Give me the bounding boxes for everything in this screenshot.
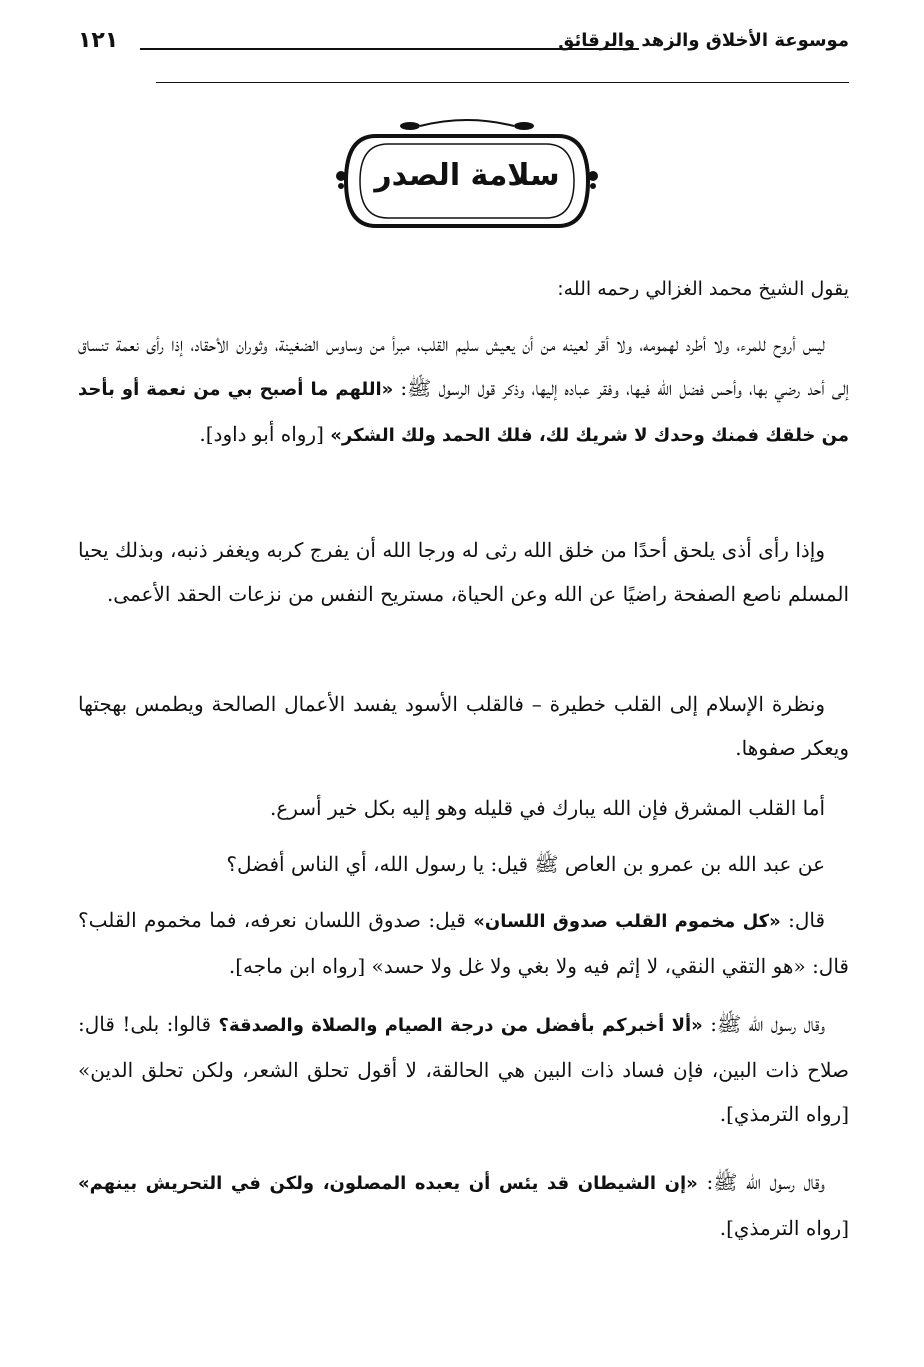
paragraph-text: وإذا رأى أذى يلحق أحدًا من خلق الله رثى له ورجا الله أن يفرج كربه ويغفر ذنبه، وبذلك يحيا المسلم ناصع الصفحة راضيًا عن الله وعن الحياة، مستريح النفس من نزعات الحقد الأعمى.: [78, 538, 849, 606]
citation: قيل: صدوق اللسان نعرفه، فما مخموم القلب؟ قال: «هو التقي النقي، لا إثم فيه ولا بغي ولا غل ولا حسد» [رواه ابن ماجه].: [78, 908, 849, 978]
citation: [رواه أبو داود].: [199, 422, 331, 446]
hadith-quote: «إن الشيطان قد يئس أن يعبده المصلون، ولكن في التحريش بينهم»: [78, 1173, 698, 1194]
hadith-quote: «كل مخموم القلب صدوق اللسان»: [473, 911, 781, 932]
paragraph-8: [78, 1160, 849, 1250]
paragraph-7: [78, 1002, 849, 1136]
paragraph-5: [78, 842, 849, 886]
citation: قالوا: بلى! قال: صلاح ذات البين، فإن فساد ذات البين هي الحالقة، لا أقول تحلق الشعر، ولكن تحلق الدين» [رواه الترمذي].: [78, 1012, 849, 1126]
paragraph-text: وقال رسول الله ﷺ:: [697, 1170, 825, 1194]
paragraph-text: عن عبد الله بن عمرو بن العاص ﷺ قيل: يا رسول الله، أي الناس أفضل؟: [226, 852, 825, 876]
paragraph-3: [78, 682, 849, 770]
header-underline: [156, 82, 849, 83]
paragraph-text: ليس أروح للمرء، ولا أطرد لهمومه، ولا أقر لعينه من أن يعيش سليم القلب، مبرأ من وساوس الضغينة، وثوران الأحقاد، إذا رأى نعمة تنساق إلى أحد رضي بها، وأحس فضل الله فيها، وفقر عباده إليها، وذكر قول الرسول ﷺ:: [78, 332, 849, 400]
hadith-quote: «اللهم ما أصبح بي من نعمة أو بأحد من خلقك فمنك وحدك لا شريك لك، فلك الحمد ولك الشكر»: [78, 379, 849, 446]
paragraph-1: [78, 322, 849, 458]
paragraph-4: [78, 786, 849, 830]
chapter-title: سلامة الصدر: [374, 158, 560, 193]
intro-line: يقول الشيخ محمد الغزالي رحمه الله:: [557, 278, 849, 300]
hadith-quote: «ألا أخبركم بأفضل من درجة الصيام والصلاة والصدقة؟: [218, 1015, 703, 1036]
citation: [رواه الترمذي].: [719, 1216, 849, 1240]
paragraph-text: أما القلب المشرق فإن الله يبارك في قليله وهو إليه بكل خير أسرع.: [269, 796, 825, 820]
paragraph-2: [78, 528, 849, 616]
page-number: ١٢١: [78, 28, 119, 53]
paragraph-text: ونظرة الإسلام إلى القلب خطيرة – فالقلب الأسود يفسد الأعمال الصالحة ويطمس بهجتها ويعكر صفوها.: [78, 692, 849, 760]
page-header: [78, 24, 849, 64]
paragraph-text: قال:: [780, 908, 826, 932]
paragraph-6: [78, 898, 849, 988]
running-title: موسوعة الأخلاق والزهد والرقائق: [558, 30, 849, 51]
paragraph-text: وقال رسول الله ﷺ:: [702, 1012, 826, 1036]
chapter-title-frame: [336, 118, 598, 244]
